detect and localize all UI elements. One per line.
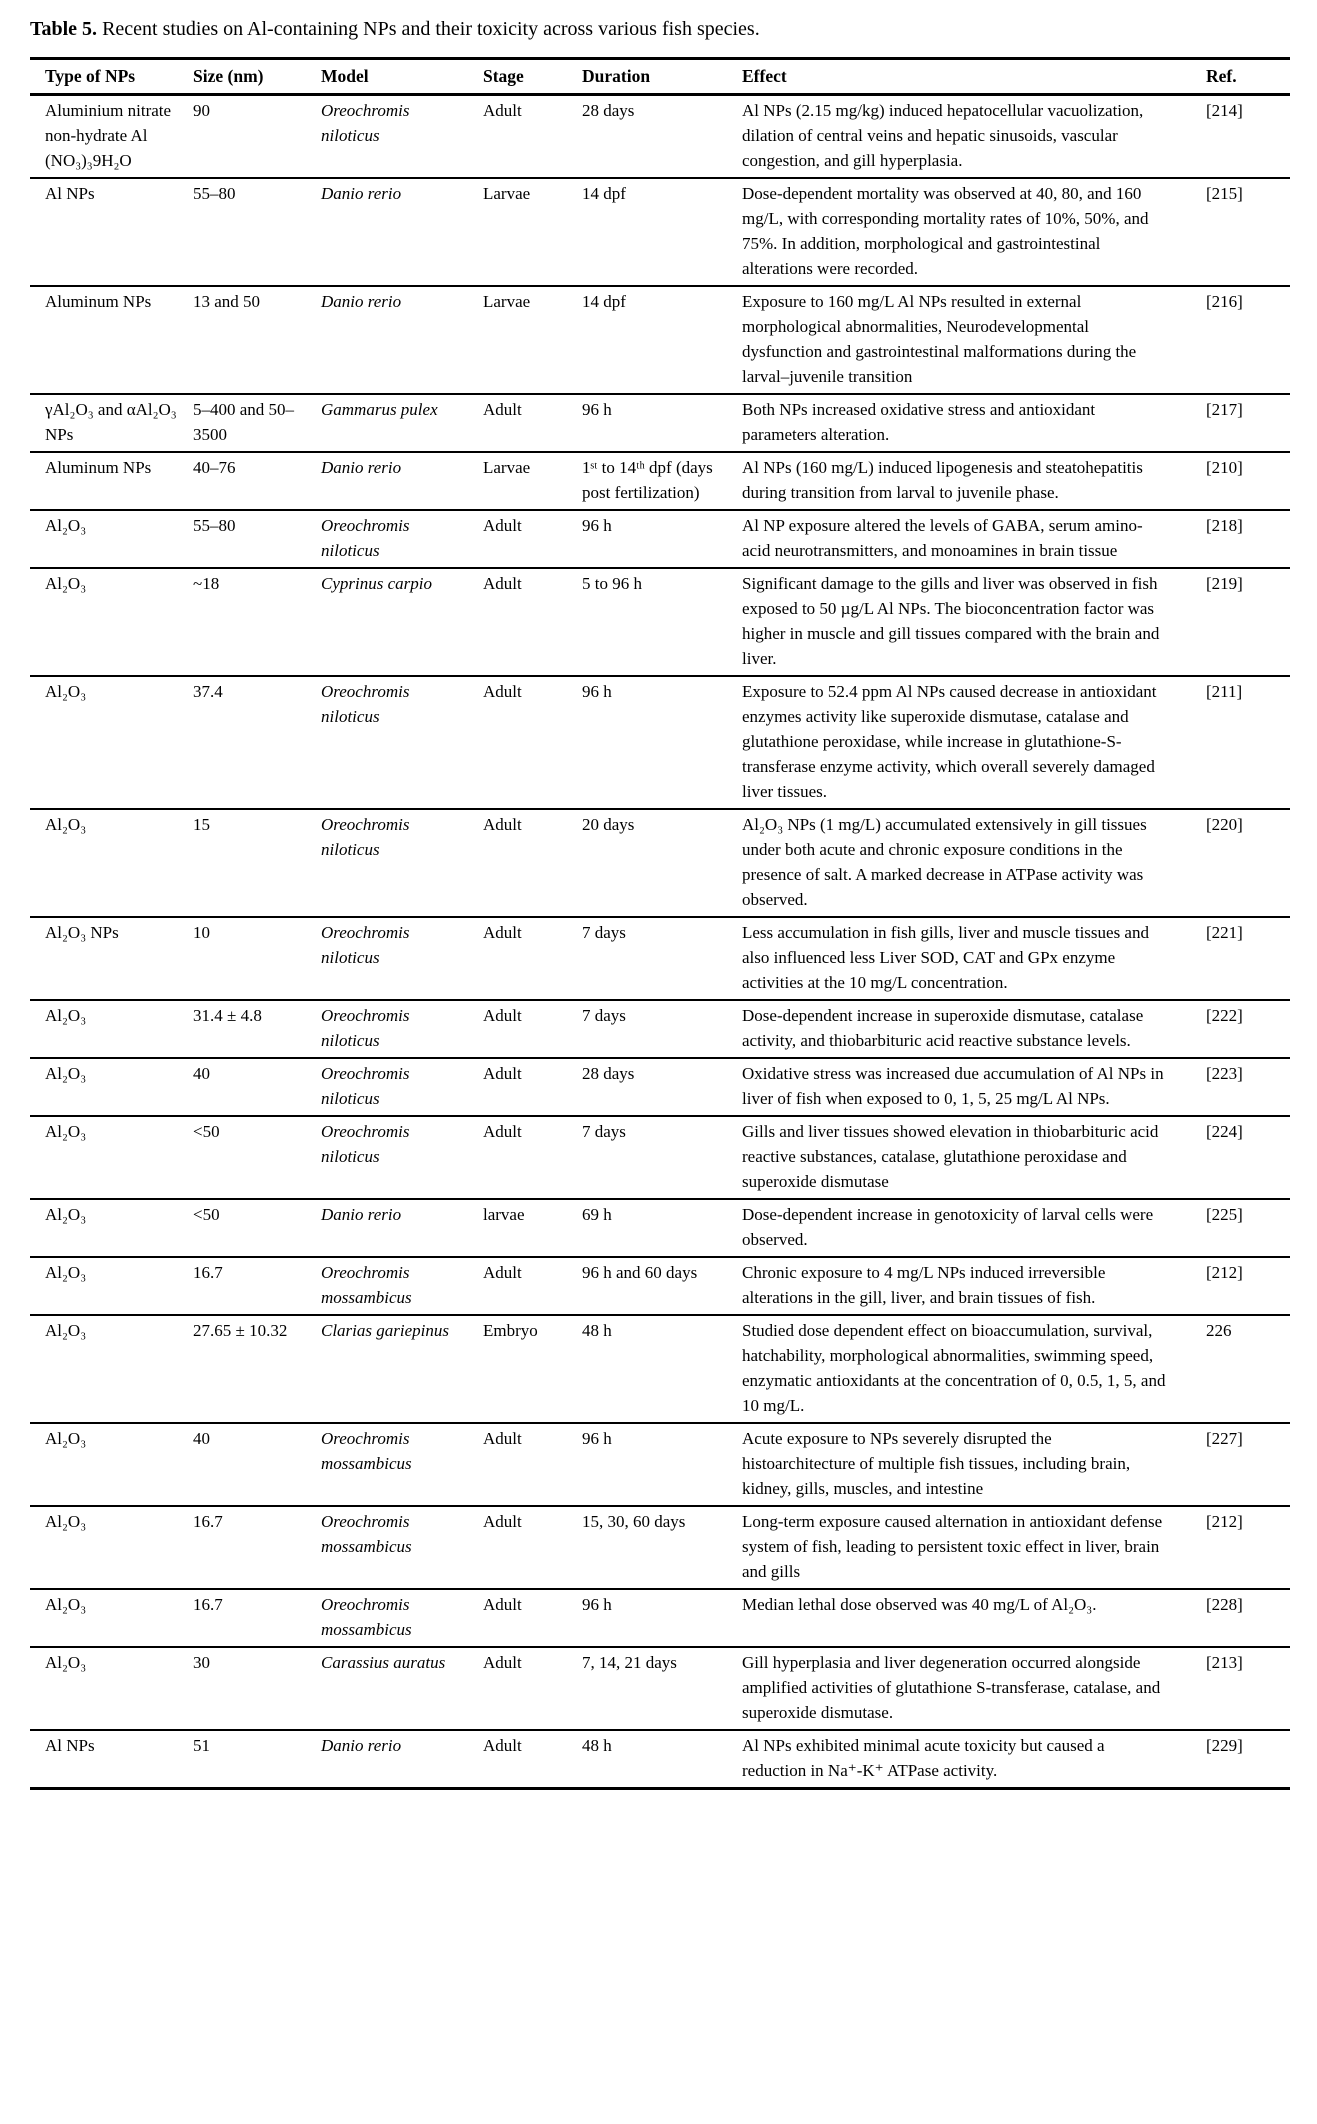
cell-effect: Dose-dependent increase in superoxide dismutase, catalase activity, and thiobarbituric acid reactive substance levels.	[742, 1000, 1206, 1058]
cell-model: Oreochromis niloticus	[321, 510, 483, 568]
table-row	[30, 1647, 1290, 1730]
cell-type: Al₂O₃	[30, 1589, 193, 1647]
cell-effect: Studied dose dependent effect on bioaccumulation, survival, hatchability, morphological abnormalities, swimming speed, enzymatic antioxidants at the concentration of 0, 0.5, 1, 5, and 10 mg/L.	[742, 1315, 1206, 1423]
table-header	[30, 59, 1290, 95]
cell-type: Al₂O₃	[30, 809, 193, 917]
cell-type: Al₂O₃	[30, 510, 193, 568]
cell-ref: [218]	[1206, 510, 1290, 568]
table-row	[30, 452, 1290, 510]
cell-stage: Adult	[483, 917, 582, 1000]
cell-effect: Oxidative stress was increased due accumulation of Al NPs in liver of fish when exposed to 0, 1, 5, 25 mg/L Al NPs.	[742, 1058, 1206, 1116]
cell-type: Al₂O₃	[30, 1000, 193, 1058]
cell-type: Al NPs	[30, 1730, 193, 1789]
cell-ref: [221]	[1206, 917, 1290, 1000]
cell-size: ~18	[193, 568, 321, 676]
cell-duration: 48 h	[582, 1730, 742, 1789]
cell-size: 55–80	[193, 510, 321, 568]
table-caption	[30, 16, 1290, 42]
cell-ref: [212]	[1206, 1506, 1290, 1589]
cell-size: 40	[193, 1058, 321, 1116]
cell-stage: Adult	[483, 809, 582, 917]
table-row	[30, 95, 1290, 179]
table-row	[30, 178, 1290, 286]
cell-ref: [212]	[1206, 1257, 1290, 1315]
cell-size: 16.7	[193, 1257, 321, 1315]
column-header-effect: Effect	[742, 59, 1206, 95]
cell-ref: [217]	[1206, 394, 1290, 452]
cell-duration: 7, 14, 21 days	[582, 1647, 742, 1730]
cell-stage: Adult	[483, 1058, 582, 1116]
cell-model: Gammarus pulex	[321, 394, 483, 452]
cell-model: Oreochromis mossambicus	[321, 1257, 483, 1315]
cell-stage: Adult	[483, 1423, 582, 1506]
cell-type: γAl₂O₃ and αAl₂O₃ NPs	[30, 394, 193, 452]
cell-model: Carassius auratus	[321, 1647, 483, 1730]
cell-duration: 96 h	[582, 394, 742, 452]
cell-ref: [223]	[1206, 1058, 1290, 1116]
cell-type: Al₂O₃	[30, 1423, 193, 1506]
cell-model: Danio rerio	[321, 178, 483, 286]
cell-duration: 7 days	[582, 1000, 742, 1058]
column-header-model: Model	[321, 59, 483, 95]
cell-stage: Adult	[483, 1730, 582, 1789]
cell-effect: Both NPs increased oxidative stress and antioxidant parameters alteration.	[742, 394, 1206, 452]
cell-model: Oreochromis niloticus	[321, 809, 483, 917]
cell-size: 40–76	[193, 452, 321, 510]
cell-ref: [225]	[1206, 1199, 1290, 1257]
cell-size: 90	[193, 101, 210, 120]
table-row	[30, 286, 1290, 394]
cell-type: Al NPs	[30, 178, 193, 286]
table-row	[30, 1730, 1290, 1789]
cell-effect: Less accumulation in fish gills, liver and muscle tissues and also influenced less Liver SOD, CAT and GPx enzyme activities at the 10 mg/L concentration.	[742, 917, 1206, 1000]
cell-duration: 28 days	[582, 101, 635, 120]
table-row	[30, 568, 1290, 676]
cell-stage: Adult	[483, 510, 582, 568]
cell-size: 5–400 and 50–3500	[193, 394, 321, 452]
cell-model: Oreochromis niloticus	[321, 1116, 483, 1199]
cell-model: Clarias gariepinus	[321, 1315, 483, 1423]
cell-duration: 1ˢᵗ to 14ᵗʰ dpf (days post fertilization)	[582, 452, 742, 510]
cell-effect: Significant damage to the gills and liver was observed in fish exposed to 50 µg/L Al NPs. The bioconcentration factor was higher in muscle and gill tissues compared with the brain and liver.	[742, 568, 1206, 676]
cell-size: <50	[193, 1199, 321, 1257]
cell-effect: Al NPs (2.15 mg/kg) induced hepatocellular vacuolization, dilation of central veins and hepatic sinusoids, vascular congestion, and gill hyperplasia.	[742, 101, 1144, 170]
cell-duration: 7 days	[582, 917, 742, 1000]
table-row	[30, 676, 1290, 809]
cell-model: Danio rerio	[321, 1730, 483, 1789]
cell-effect: Dose-dependent mortality was observed at 40, 80, and 160 mg/L, with corresponding mortality rates of 10%, 50%, and 75%. In addition, morphological and gastrointestinal alterations were recorded.	[742, 178, 1206, 286]
table-row	[30, 1000, 1290, 1058]
cell-size: 31.4 ± 4.8	[193, 1000, 321, 1058]
table-row	[30, 510, 1290, 568]
cell-size: 27.65 ± 10.32	[193, 1315, 321, 1423]
cell-ref: [229]	[1206, 1730, 1290, 1789]
cell-type: Al₂O₃	[30, 1315, 193, 1423]
cell-effect: Al NPs (160 mg/L) induced lipogenesis and steatohepatitis during transition from larval to juvenile phase.	[742, 452, 1206, 510]
cell-ref: [227]	[1206, 1423, 1290, 1506]
cell-duration: 14 dpf	[582, 286, 742, 394]
cell-ref: [211]	[1206, 676, 1290, 809]
cell-model: Oreochromis niloticus	[321, 101, 410, 145]
cell-duration: 96 h and 60 days	[582, 1257, 742, 1315]
column-header-size: Size (nm)	[193, 59, 321, 95]
cell-ref: [210]	[1206, 452, 1290, 510]
cell-size: <50	[193, 1116, 321, 1199]
cell-duration: 96 h	[582, 1589, 742, 1647]
cell-type: Al₂O₃	[30, 1257, 193, 1315]
cell-duration: 96 h	[582, 676, 742, 809]
cell-effect: Exposure to 160 mg/L Al NPs resulted in external morphological abnormalities, Neurodevelopmental dysfunction and gastrointestinal malformations during the larval–juvenile transition	[742, 286, 1206, 394]
cell-model: Oreochromis mossambicus	[321, 1589, 483, 1647]
cell-stage: Adult	[483, 1647, 582, 1730]
cell-stage: Larvae	[483, 178, 582, 286]
cell-ref: [228]	[1206, 1589, 1290, 1647]
cell-duration: 48 h	[582, 1315, 742, 1423]
table-caption-label: Table 5.	[30, 18, 98, 40]
cell-ref: [213]	[1206, 1647, 1290, 1730]
cell-type: Al₂O₃	[30, 1058, 193, 1116]
cell-model: Oreochromis mossambicus	[321, 1423, 483, 1506]
cell-effect: Al₂O₃ NPs (1 mg/L) accumulated extensively in gill tissues under both acute and chronic exposure conditions in the presence of salt. A marked decrease in ATPase activity was observed.	[742, 809, 1206, 917]
cell-model: Oreochromis niloticus	[321, 676, 483, 809]
cell-type: Al₂O₃	[30, 1199, 193, 1257]
cell-model: Danio rerio	[321, 286, 483, 394]
cell-model: Danio rerio	[321, 1199, 483, 1257]
cell-effect: Al NP exposure altered the levels of GABA, serum amino-acid neurotransmitters, and monoamines in brain tissue	[742, 510, 1206, 568]
cell-effect: Gill hyperplasia and liver degeneration occurred alongside amplified activities of glutathione S-transferase, catalase, and superoxide dismutase.	[742, 1647, 1206, 1730]
cell-model: Cyprinus carpio	[321, 568, 483, 676]
table-body	[30, 95, 1290, 1789]
cell-size: 51	[193, 1730, 321, 1789]
cell-stage: Larvae	[483, 452, 582, 510]
cell-duration: 20 days	[582, 809, 742, 917]
cell-stage: Adult	[483, 394, 582, 452]
cell-stage: Adult	[483, 568, 582, 676]
cell-duration: 28 days	[582, 1058, 742, 1116]
cell-type: Aluminum NPs	[30, 286, 193, 394]
cell-ref: [224]	[1206, 1116, 1290, 1199]
cell-stage: Adult	[483, 1506, 582, 1589]
column-header-type: Type of NPs	[30, 59, 193, 95]
cell-ref: [214]	[1206, 101, 1243, 120]
cell-duration: 7 days	[582, 1116, 742, 1199]
cell-effect: Gills and liver tissues showed elevation in thiobarbituric acid reactive substances, catalase, glutathione peroxidase and superoxide dismutase	[742, 1116, 1206, 1199]
cell-stage: Adult	[483, 676, 582, 809]
column-header-ref: Ref.	[1206, 59, 1290, 95]
cell-stage: Embryo	[483, 1315, 582, 1423]
table-row	[30, 1257, 1290, 1315]
table-row	[30, 1506, 1290, 1589]
table-row	[30, 917, 1290, 1000]
cell-ref: 226	[1206, 1315, 1290, 1423]
cell-model: Oreochromis niloticus	[321, 917, 483, 1000]
cell-size: 13 and 50	[193, 286, 321, 394]
cell-effect: Al NPs exhibited minimal acute toxicity but caused a reduction in Na⁺-K⁺ ATPase activity.	[742, 1730, 1206, 1789]
cell-stage: Larvae	[483, 286, 582, 394]
cell-stage: Adult	[483, 1000, 582, 1058]
cell-stage: Adult	[483, 1589, 582, 1647]
cell-model: Oreochromis niloticus	[321, 1058, 483, 1116]
cell-type: Al₂O₃	[30, 1506, 193, 1589]
cell-ref: [219]	[1206, 568, 1290, 676]
cell-ref: [215]	[1206, 178, 1290, 286]
cell-ref: [216]	[1206, 286, 1290, 394]
cell-ref: [220]	[1206, 809, 1290, 917]
cell-ref: [222]	[1206, 1000, 1290, 1058]
column-header-stage: Stage	[483, 59, 582, 95]
table-row	[30, 1058, 1290, 1116]
cell-type: Al₂O₃ NPs	[30, 917, 193, 1000]
cell-stage: Adult	[483, 1116, 582, 1199]
cell-effect: Acute exposure to NPs severely disrupted the histoarchitecture of multiple fish tissues, including brain, kidney, gills, muscles, and intestine	[742, 1423, 1206, 1506]
table-row	[30, 1423, 1290, 1506]
cell-duration: 5 to 96 h	[582, 568, 742, 676]
cell-size: 15	[193, 809, 321, 917]
cell-model: Oreochromis mossambicus	[321, 1506, 483, 1589]
cell-duration: 15, 30, 60 days	[582, 1506, 742, 1589]
cell-duration: 96 h	[582, 510, 742, 568]
cell-effect: Median lethal dose observed was 40 mg/L of Al₂O₃.	[742, 1589, 1206, 1647]
cell-effect: Chronic exposure to 4 mg/L NPs induced irreversible alterations in the gill, liver, and brain tissues of fish.	[742, 1257, 1206, 1315]
cell-size: 55–80	[193, 178, 321, 286]
cell-duration: 69 h	[582, 1199, 742, 1257]
cell-model: Danio rerio	[321, 452, 483, 510]
cell-stage: Adult	[483, 101, 522, 120]
table-row	[30, 394, 1290, 452]
cell-size: 37.4	[193, 676, 321, 809]
cell-stage: Adult	[483, 1257, 582, 1315]
cell-type: Al₂O₃	[30, 676, 193, 809]
table-row	[30, 1589, 1290, 1647]
cell-type: Al₂O₃	[30, 568, 193, 676]
table-row	[30, 1315, 1290, 1423]
cell-size: 30	[193, 1647, 321, 1730]
cell-effect: Dose-dependent increase in genotoxicity of larval cells were observed.	[742, 1199, 1206, 1257]
cell-size: 16.7	[193, 1506, 321, 1589]
table-row	[30, 1116, 1290, 1199]
cell-type: Al₂O₃	[30, 1116, 193, 1199]
cell-type: Aluminium nitrate non-hydrate Al (NO₃)₃9H₂O	[45, 101, 172, 170]
table-row	[30, 809, 1290, 917]
column-header-duration: Duration	[582, 59, 742, 95]
cell-duration: 96 h	[582, 1423, 742, 1506]
cell-stage: larvae	[483, 1199, 582, 1257]
table-header-row	[30, 59, 1290, 95]
studies-table	[30, 57, 1290, 1790]
cell-duration: 14 dpf	[582, 178, 742, 286]
cell-type: Al₂O₃	[30, 1647, 193, 1730]
cell-type: Aluminum NPs	[30, 452, 193, 510]
cell-effect: Long-term exposure caused alternation in antioxidant defense system of fish, leading to persistent toxic effect in liver, brain and gills	[742, 1506, 1206, 1589]
cell-model: Oreochromis niloticus	[321, 1000, 483, 1058]
table-caption-text: Recent studies on Al-containing NPs and their toxicity across various fish species.	[102, 18, 760, 40]
cell-effect: Exposure to 52.4 ppm Al NPs caused decrease in antioxidant enzymes activity like superoxide dismutase, catalase and glutathione peroxidase, while increase in glutathione-S-transferase enzyme activity, which overall severely damaged liver tissues.	[742, 676, 1206, 809]
table-row	[30, 1199, 1290, 1257]
cell-size: 16.7	[193, 1589, 321, 1647]
cell-size: 10	[193, 917, 321, 1000]
cell-size: 40	[193, 1423, 321, 1506]
